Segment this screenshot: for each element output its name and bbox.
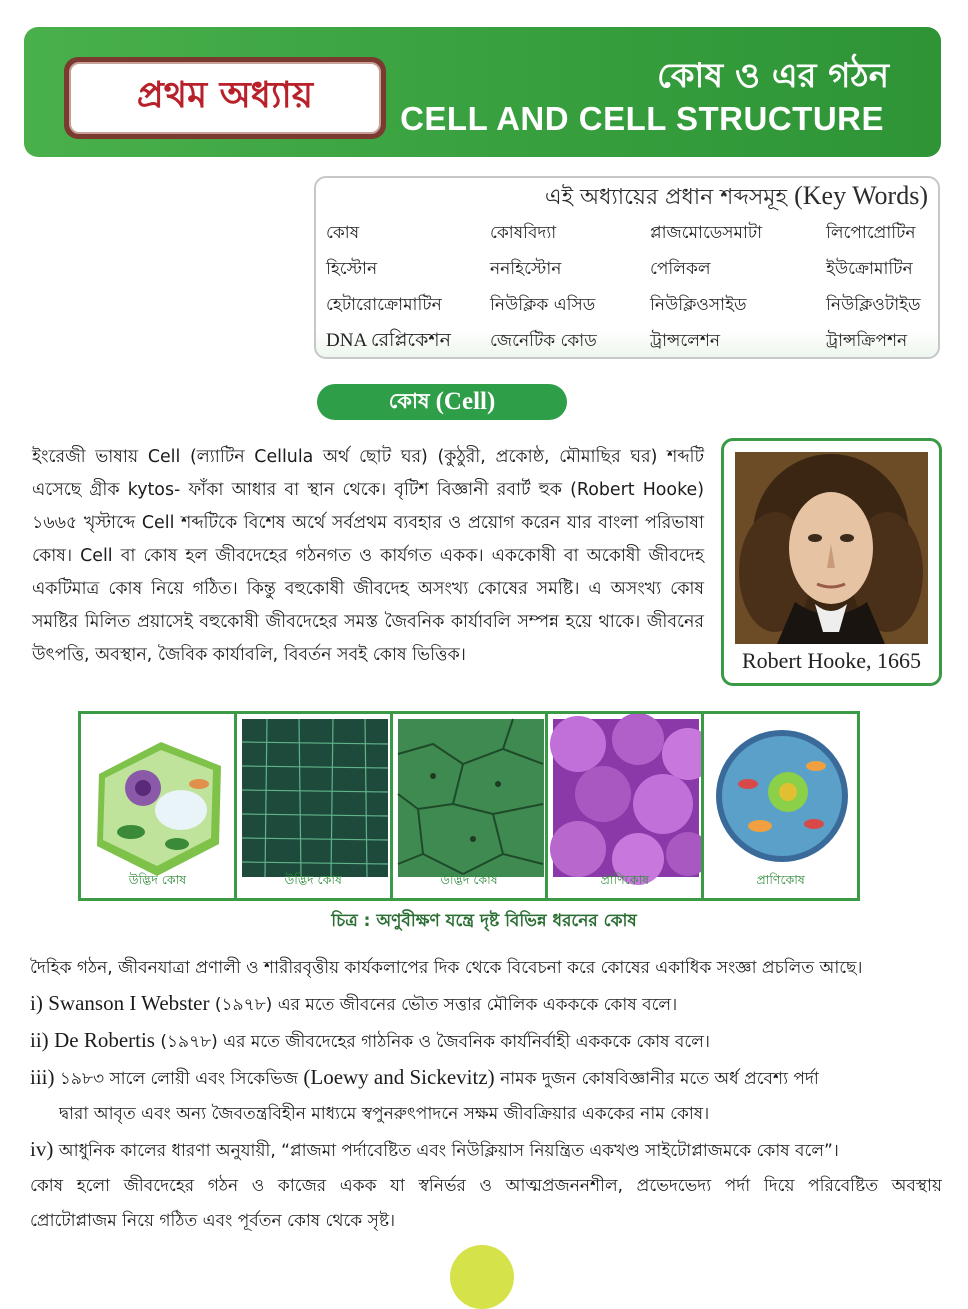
figure-caption: চিত্র : অণুবীক্ষণ যন্ত্রে দৃষ্ট বিভিন্ন ধরনের কোষ [331,911,637,931]
cell-label: উদ্ভিদ কোষ [128,872,187,887]
cell-label: উদ্ভিদ কোষ [440,872,498,887]
keyword: ট্রান্সলেশন [650,331,721,351]
key-words-grid [326,220,930,354]
keyword: নিউক্লিক এসিড [490,295,596,315]
definition-iii-continued: দ্বারা আবৃত এবং অন্য জৈবতন্ত্রবিহীন মাধ্যমে স্বপুনরুৎপাদনে সক্ষম জীবক্রিয়ার এককের নাম কোষ। [59,1104,710,1124]
key-words-title-bn: এই অধ্যায়ের প্রধান শব্দসমূহ [544,185,788,210]
keyword: জেনেটিক কোড [490,331,597,351]
cell-figure-strip [78,711,860,901]
section-heading-en: (Cell) [435,388,496,415]
keyword: নিউক্লিওটাইড [826,295,921,315]
cell-panel-animal-1 [548,714,704,898]
key-words-title [545,180,928,217]
page-number-marker [450,1245,514,1309]
portrait-frame [721,438,942,686]
cell-panel-plant-2 [237,714,393,898]
chapter-label-box [64,57,386,139]
keyword: DNA রেপ্লিকেশন [326,330,451,351]
keyword: ননহিস্টোন [490,259,562,279]
definitions [30,951,942,1239]
section-heading [317,384,567,420]
closing-line-1: কোষ হলো জীবদেহের গঠন ও কাজের একক যা স্বনির্ভর ও আত্মপ্রজননশীল, প্রভেদভেদ্য পর্দা দিয়ে পরিবেষ্টিত অবস্থায় [30,1176,942,1196]
definition-ii: ii) De Robertis (১৯৭৮) এর মতে জীবদেহের গাঠনিক ও জৈবনিক কার্যনির্বাহী একককে কোষ বলে। [30,1028,710,1052]
key-words-title-en: (Key Words) [794,181,928,210]
cell-panel-plant-1 [81,714,237,898]
closing-line-2: প্রোটোপ্লাজম নিয়ে গঠিত এবং পূর্বতন কোষ থেকে সৃষ্ট। [30,1211,396,1231]
cell-label: প্রাণিকোষ [600,872,649,887]
keyword: লিপোপ্রোটিন [826,223,916,243]
chapter-banner [24,27,941,157]
cell-panel-animal-2 [704,714,857,898]
cell-label: প্রাণিকোষ [756,872,805,887]
keyword: হেটারোক্রোমাটিন [326,295,442,315]
robert-hooke-portrait [735,452,928,644]
keyword: হিস্টোন [326,259,378,279]
cell-panel-plant-3 [393,714,549,898]
cell-label: উদ্ভিদ কোষ [284,872,342,887]
keyword: কোষ [326,223,360,243]
key-words-box [314,176,940,359]
section-heading-bn: কোষ [388,388,430,413]
definition-i: i) Swanson I Webster (১৯৭৮) এর মতে জীবনের ভৌত সত্তার মৌলিক একককে কোষ বলে। [30,991,678,1015]
chapter-title-bn: কোষ ও এর গঠন [656,56,889,96]
definition-iv: iv) আধুনিক কালের ধারণা অনুযায়ী, “প্লাজমা পর্দাবেষ্টিত এবং নিউক্লিয়াস নিয়ন্ত্রিত একখণ্ড সাইটোপ্লাজমকে কোষ বলে”। [30,1137,839,1161]
intro-paragraph: ইংরেজী ভাষায় Cell (ল্যাটিন Cellula অর্থ ছোট ঘর) (কুঠুরী, প্রকোষ্ঠ, মৌমাছির ঘর) শব্দটি এসেছে গ্রীক kytos- ফাঁকা আধার বা স্থান থেকে। বৃটিশ বিজ্ঞানী রবার্ট হুক (Robert Hooke) ১৬৬৫ খৃস্টাব্দে Cell শব্দটিকে বিশেষ অর্থে সর্বপ্রথম ব্যবহার ও প্রয়োগ করেন যার বাংলা পরিভাষা কোষ। Cell বা কোষ হল জীবদেহের গঠনগত ও কার্যগত একক। এককোষী বা অকোষী জীবদেহ একটিমাত্র কোষ নিয়ে গঠিত। কিন্তু বহুকোষী জীবদেহ অসংখ্য কোষের সমষ্টি। এ অসংখ্য কোষ সমষ্টির মিলিত প্রয়াসেই বহুকোষী জীবদেহের সমস্ত জৈবনিক কার্যাবলি সম্পন্ন হয়ে থাকে। জীবনের উৎপত্তি, অবস্থান, জৈবিক কার্যাবলি, বিবর্তন সবই কোষ ভিত্তিক। [32,447,704,665]
keyword: কোষবিদ্যা [490,223,557,243]
keyword: পেলিকল [650,259,711,279]
keyword: ইউক্রোমাটিন [826,259,913,279]
chapter-label: প্রথম অধ্যায় [69,62,381,134]
definitions-lead: দৈহিক গঠন, জীবনযাত্রা প্রণালী ও শারীরবৃত্তীয় কার্যকলাপের দিক থেকে বিবেচনা করে কোষের একাধিক সংজ্ঞা প্রচলিত আছে। [30,958,863,978]
definition-iii: iii) ১৯৮৩ সালে লোয়ী এবং সিকেভিজ (Loewy and Sickevitz) নামক দুজন কোষবিজ্ঞানীর মতে অর্ধ প্রবেশ্য পর্দা [30,1065,819,1089]
chapter-title-en: CELL AND CELL STRUCTURE [400,100,884,137]
keyword: প্লাজমোডেসমাটা [650,223,763,243]
keyword: নিউক্লিওসাইড [650,295,747,315]
keyword: ট্রান্সক্রিপশন [826,331,908,351]
portrait-caption: Robert Hooke, 1665 [741,648,922,673]
